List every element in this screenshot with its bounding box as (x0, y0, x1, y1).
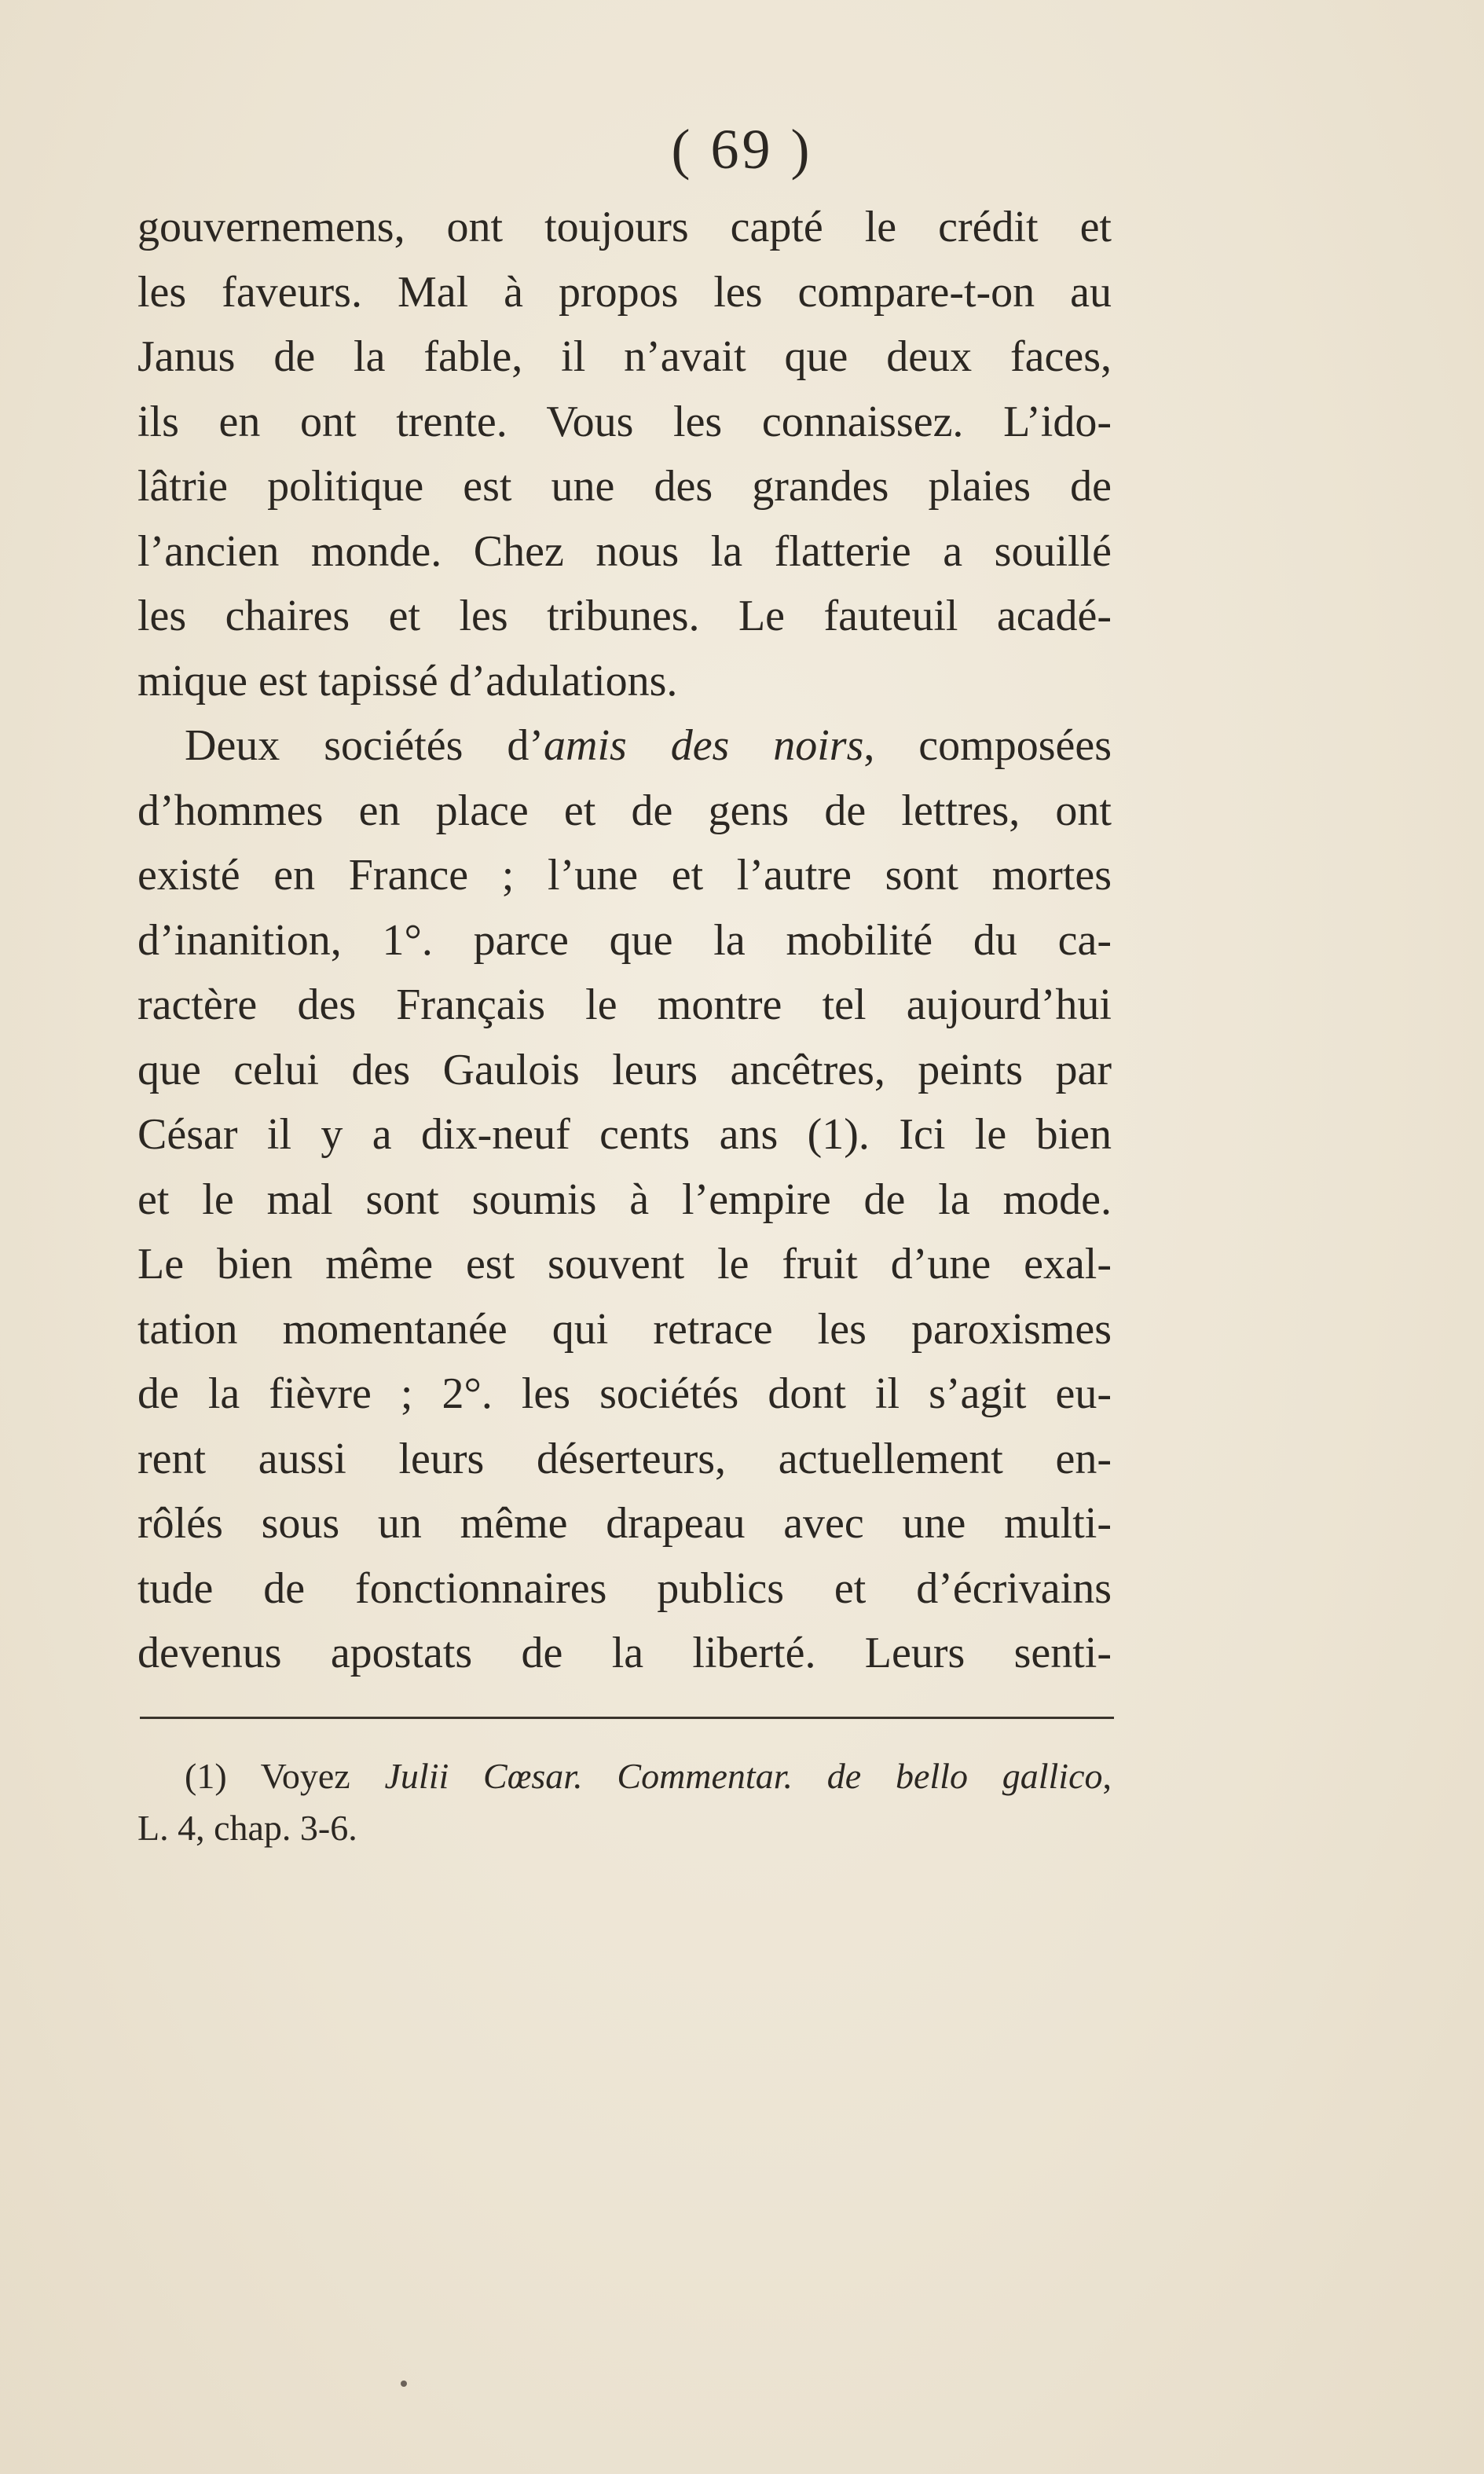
text-line: que celui des Gaulois leurs ancêtres, peints par (137, 1045, 1112, 1094)
text-line: devenus apostats de la liberté. Leurs senti- (137, 1629, 1112, 1677)
text-segment: , composées (863, 721, 1112, 770)
text-line: l’ancien monde. Chez nous la flatterie a souillé (137, 526, 1112, 576)
text-line: et le mal sont soumis à l’empire de la mode. (137, 1175, 1112, 1224)
text-line: d’hommes en place et de gens de lettres, ont (137, 786, 1112, 835)
main-text (137, 195, 1112, 1686)
footnote-divider (140, 1717, 1114, 1719)
text-line: lâtrie politique est une des grandes plaies de (137, 462, 1112, 511)
footnote-marker: (1) Voyez (185, 1756, 385, 1796)
text-line: ractère des Français le montre tel aujourd’hui (137, 980, 1112, 1029)
text-line: César il y a dix-neuf cents ans (1). Ici le bien (137, 1110, 1112, 1159)
paragraph-first-line (137, 713, 1112, 779)
footnote-punct: , (1102, 1756, 1112, 1796)
footnote-citation: Julii Cœsar. Commentar. de bello gallico (384, 1756, 1103, 1796)
text-line: existé en France ; l’une et l’autre sont mortes (137, 851, 1112, 900)
text-line: gouvernemens, ont toujours capté le crédit et (137, 203, 1112, 251)
text-line: ils en ont trente. Vous les connaissez. L’ido- (137, 397, 1112, 446)
text-segment: Deux sociétés d’ (185, 721, 544, 770)
italic-phrase: amis des noirs (544, 721, 864, 770)
text-line: les faveurs. Mal à propos les compare-t-on au (137, 267, 1112, 317)
text-line: Janus de la fable, il n’avait que deux faces, (137, 332, 1112, 381)
text-line: rôlés sous un même drapeau avec une multi- (137, 1499, 1112, 1548)
footnote-line (137, 1750, 1112, 1802)
text-line: rent aussi leurs déserteurs, actuellement en- (137, 1434, 1112, 1483)
footnote-line: L. 4, chap. 3-6. (137, 1808, 357, 1848)
text-line: Le bien même est souvent le fruit d’une exal- (137, 1240, 1112, 1288)
text-line: mique est tapissé d’adulations. (137, 656, 678, 706)
text-line: les chaires et les tribunes. Le fauteuil acadé- (137, 592, 1112, 640)
text-line: d’inanition, 1°. parce que la mobilité du ca- (137, 915, 1112, 965)
page-number: ( 69 ) (671, 118, 813, 181)
text-line: tude de fonctionnaires publics et d’écrivains (137, 1563, 1112, 1613)
text-line: tation momentanée qui retrace les paroxismes (137, 1304, 1112, 1354)
footnote (137, 1750, 1112, 1854)
text-line: de la fièvre ; 2°. les sociétés dont il s’agit eu- (137, 1369, 1112, 1418)
paper-speck (401, 2381, 407, 2387)
